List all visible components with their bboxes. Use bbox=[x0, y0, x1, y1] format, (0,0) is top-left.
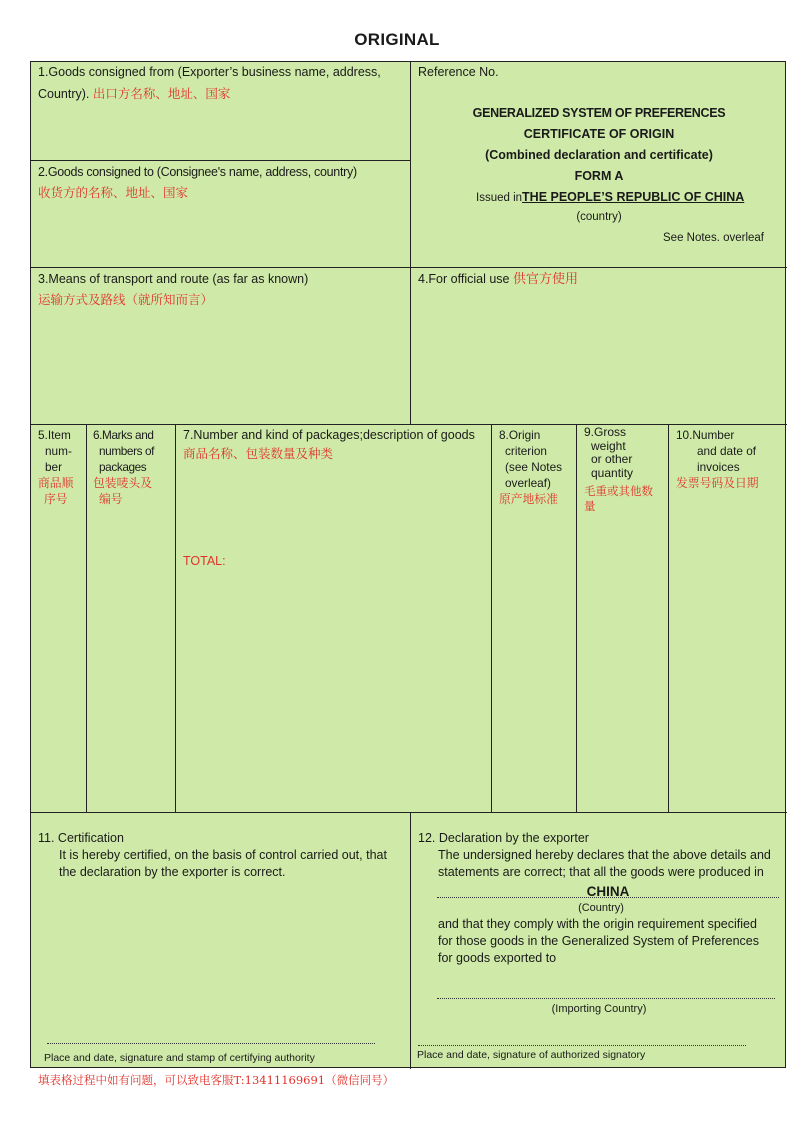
issued-in-row bbox=[476, 187, 754, 209]
box4-label-text: 4.For official use bbox=[418, 272, 513, 286]
col6-hint-cn-2: 编号 bbox=[99, 492, 123, 506]
col8-label-3: (see Notes bbox=[505, 460, 563, 474]
gsp-heading: GENERALIZED SYSTEM OF PREFERENCES bbox=[472, 106, 726, 120]
col10-label-3: invoices bbox=[697, 460, 740, 474]
box12-text-1: The undersigned hereby declares that the above details and bbox=[438, 848, 771, 862]
total-label: TOTAL: bbox=[183, 554, 226, 568]
col10-label-1: 10.Number bbox=[676, 428, 735, 442]
col7-hint-cn: 商品名称、包装数量及种类 bbox=[183, 446, 334, 461]
col5-label-2: num- bbox=[45, 444, 72, 458]
importing-country-caption: (Importing Country) bbox=[551, 1003, 647, 1015]
box4-label bbox=[418, 269, 578, 290]
col10-header bbox=[676, 427, 759, 491]
box11-label: 11. Certification bbox=[38, 831, 124, 845]
reference-label: Reference No. bbox=[418, 65, 499, 79]
box1-label-line2 bbox=[38, 83, 230, 105]
col7-header: 7.Number and kind of packages;description of goods bbox=[183, 428, 475, 442]
col8-label-2: criterion bbox=[505, 444, 547, 458]
divider-col7-col8 bbox=[491, 424, 492, 812]
box12-text-4: for those goods in the Generalized System of Preferences bbox=[438, 934, 760, 948]
certificate-heading: CERTIFICATE OF ORIGIN bbox=[523, 127, 675, 141]
box2-hint-cn: 收货方的名称、地址、国家 bbox=[38, 185, 189, 200]
col9-hint-cn-2: 量 bbox=[584, 499, 596, 513]
box11-signature-caption: Place and date, signature and stamp of certifying authority bbox=[44, 1052, 315, 1064]
col8-hint-cn: 原产地标准 bbox=[499, 492, 558, 506]
box1-label: 1.Goods consigned from (Exporter’s business name, address, bbox=[38, 65, 381, 79]
box1-label-country: Country). bbox=[38, 87, 93, 101]
divider-center-bottom bbox=[410, 812, 411, 1069]
divider-box1-box2 bbox=[31, 160, 411, 161]
divider-col6-col7 bbox=[175, 424, 176, 812]
box12-text-2: statements are correct; that all the goods were produced in bbox=[438, 865, 764, 879]
col9-header bbox=[584, 426, 653, 514]
col9-label-3: or other bbox=[591, 452, 633, 466]
box3-hint-cn: 运输方式及路线（就所知而言） bbox=[38, 292, 214, 307]
box12-label: 12. Declaration by the exporter bbox=[418, 831, 589, 845]
produced-in-caption: (Country) bbox=[578, 902, 624, 914]
col8-label-4: overleaf) bbox=[505, 476, 551, 490]
box12-text-3: and that they comply with the origin requirement specified bbox=[438, 917, 757, 931]
col6-header bbox=[93, 427, 154, 507]
box4-hint-cn: 供官方使用 bbox=[512, 272, 578, 287]
col9-label-4: quantity bbox=[591, 465, 634, 480]
col5-hint-cn-2: 序号 bbox=[44, 492, 68, 506]
col5-header bbox=[38, 427, 73, 507]
issued-in-country: THE PEOPLE’S REPUBLIC OF CHINA bbox=[522, 190, 745, 204]
issued-country-caption: (country) bbox=[576, 211, 622, 223]
issued-in-label: Issued in bbox=[476, 192, 523, 204]
col6-label-3: packages bbox=[99, 460, 147, 474]
col6-hint-cn-1: 包装唛头及 bbox=[93, 476, 152, 490]
produced-in-country: CHINA bbox=[586, 884, 630, 899]
col10-hint-cn: 发票号码及日期 bbox=[676, 476, 759, 490]
certificate-form bbox=[30, 61, 786, 1068]
box11-signature-line[interactable] bbox=[47, 1043, 375, 1044]
see-notes: See Notes. overleaf bbox=[663, 232, 765, 244]
footer-note: 填表格过程中如有问题，可以致电客服T:13411169691（微信同号） bbox=[38, 1073, 395, 1087]
divider-goods-section bbox=[31, 812, 787, 813]
box2-label: 2.Goods consigned to (Consignee's name, address, country) bbox=[38, 165, 357, 179]
col8-label-1: 8.Origin bbox=[499, 428, 541, 442]
transport-route-field[interactable] bbox=[37, 314, 407, 422]
col6-label-1: 6.Marks and bbox=[93, 428, 154, 442]
exporter-field[interactable] bbox=[37, 106, 407, 160]
box11-text-2: the declaration by the exporter is correct. bbox=[59, 865, 286, 879]
divider-col8-col9 bbox=[576, 424, 577, 812]
col8-header bbox=[499, 427, 562, 507]
box3-label: 3.Means of transport and route (as far as known) bbox=[38, 272, 309, 286]
divider-top-section bbox=[31, 267, 787, 268]
importing-country-input[interactable] bbox=[439, 980, 777, 998]
col5-label-1: 5.Item bbox=[38, 428, 71, 442]
box11-text-1: It is hereby certified, on the basis of control carried out, that bbox=[59, 848, 387, 862]
combined-heading: (Combined declaration and certificate) bbox=[485, 148, 713, 162]
col9-label-2: weight bbox=[591, 438, 626, 453]
col10-label-2: and date of bbox=[697, 444, 757, 458]
form-a-heading: FORM A bbox=[574, 169, 624, 183]
divider-col5-col6 bbox=[86, 424, 87, 812]
box12-signature-caption: Place and date, signature of authorized signatory bbox=[417, 1049, 646, 1061]
divider-col9-col10 bbox=[668, 424, 669, 812]
reference-number-input[interactable] bbox=[511, 64, 775, 84]
col6-label-2: numbers of bbox=[99, 444, 155, 458]
box12-text-5: for goods exported to bbox=[438, 951, 557, 965]
box1-hint-cn: 出口方名称、地址、国家 bbox=[92, 86, 231, 101]
document-title: ORIGINAL bbox=[354, 30, 440, 49]
col9-label-1: 9.Gross bbox=[584, 425, 627, 439]
col5-hint-cn-1: 商品顺 bbox=[38, 476, 74, 490]
col9-hint-cn-1: 毛重或其他数 bbox=[584, 484, 653, 498]
consignee-field[interactable] bbox=[37, 206, 407, 266]
col5-label-3: ber bbox=[45, 460, 63, 474]
